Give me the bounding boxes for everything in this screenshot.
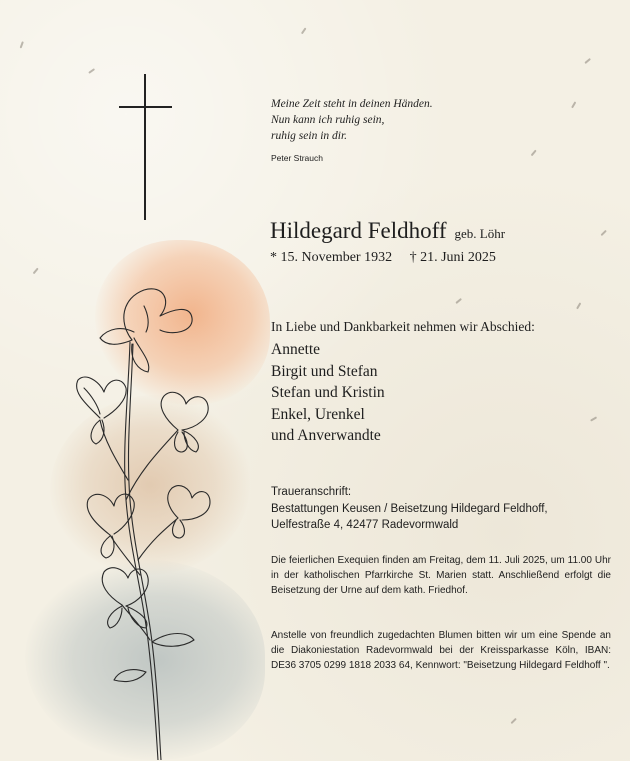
- birth-name: geb. Löhr: [454, 226, 506, 241]
- cross-icon-bar: [119, 106, 172, 108]
- paper-fleck: [33, 268, 39, 274]
- exequies-paragraph: Die feierlichen Exequien finden am Freitag, dem 11. Juli 2025, um 11.00 Uhr in der katholischen Pfarrkirche St. Marien statt. Anschließend erfolgt die Beisetzung der Urne auf dem kath. Friedhof.: [271, 555, 611, 596]
- address-line: Uelfestraße 4, 42477 Radevormwald: [271, 519, 459, 531]
- paper-fleck: [301, 27, 306, 34]
- family-member: Birgit und Stefan: [271, 362, 378, 380]
- bible-quote: [271, 96, 433, 144]
- family-member: und Anverwandte: [271, 427, 381, 444]
- deceased-name: Hildegard Feldhoff: [270, 218, 447, 243]
- mourning-address: [271, 484, 548, 534]
- family-member: Annette: [271, 341, 321, 358]
- quote-line: Nun kann ich ruhig sein,: [271, 114, 385, 126]
- flower-illustration-icon: [60, 280, 250, 760]
- death-date: † 21. Juni 2025: [409, 250, 496, 265]
- donation-paragraph: Anstelle von freundlich zugedachten Blumen bitten wir um eine Spende an die Diakoniestation Radevormwald bei der Kreissparkasse Köln, IBAN: DE36 3705 0299 1818 2033 64, Kennwort: "Beisetzung Hildegard Feldhoff ".: [271, 630, 611, 671]
- farewell-intro: In Liebe und Dankbarkeit nehmen wir Abschied:: [271, 319, 535, 334]
- deceased-name-row: [270, 218, 505, 244]
- birth-date: * 15. November 1932: [270, 250, 393, 265]
- paper-fleck: [576, 302, 581, 309]
- life-dates: [270, 250, 496, 266]
- paper-fleck: [20, 41, 24, 48]
- paper-fleck: [584, 58, 590, 64]
- family-member: Enkel, Urenkel: [271, 405, 365, 423]
- address-label: Traueranschrift:: [271, 486, 352, 498]
- cross-icon: [144, 74, 146, 220]
- paper-fleck: [455, 298, 461, 304]
- quote-line: ruhig sein in dir.: [271, 130, 348, 142]
- address-line: Bestattungen Keusen / Beisetzung Hildegard Feldhoff,: [271, 502, 548, 515]
- family-member: Stefan und Kristin: [271, 384, 385, 401]
- paper-fleck: [571, 101, 576, 108]
- paper-fleck: [88, 68, 95, 73]
- family-list: [271, 339, 385, 447]
- paper-fleck: [510, 718, 516, 724]
- paper-fleck: [590, 416, 597, 421]
- quote-author: Peter Strauch: [271, 153, 323, 163]
- paper-fleck: [600, 230, 606, 236]
- paper-fleck: [531, 150, 537, 156]
- quote-line: Meine Zeit steht in deinen Händen.: [271, 98, 433, 110]
